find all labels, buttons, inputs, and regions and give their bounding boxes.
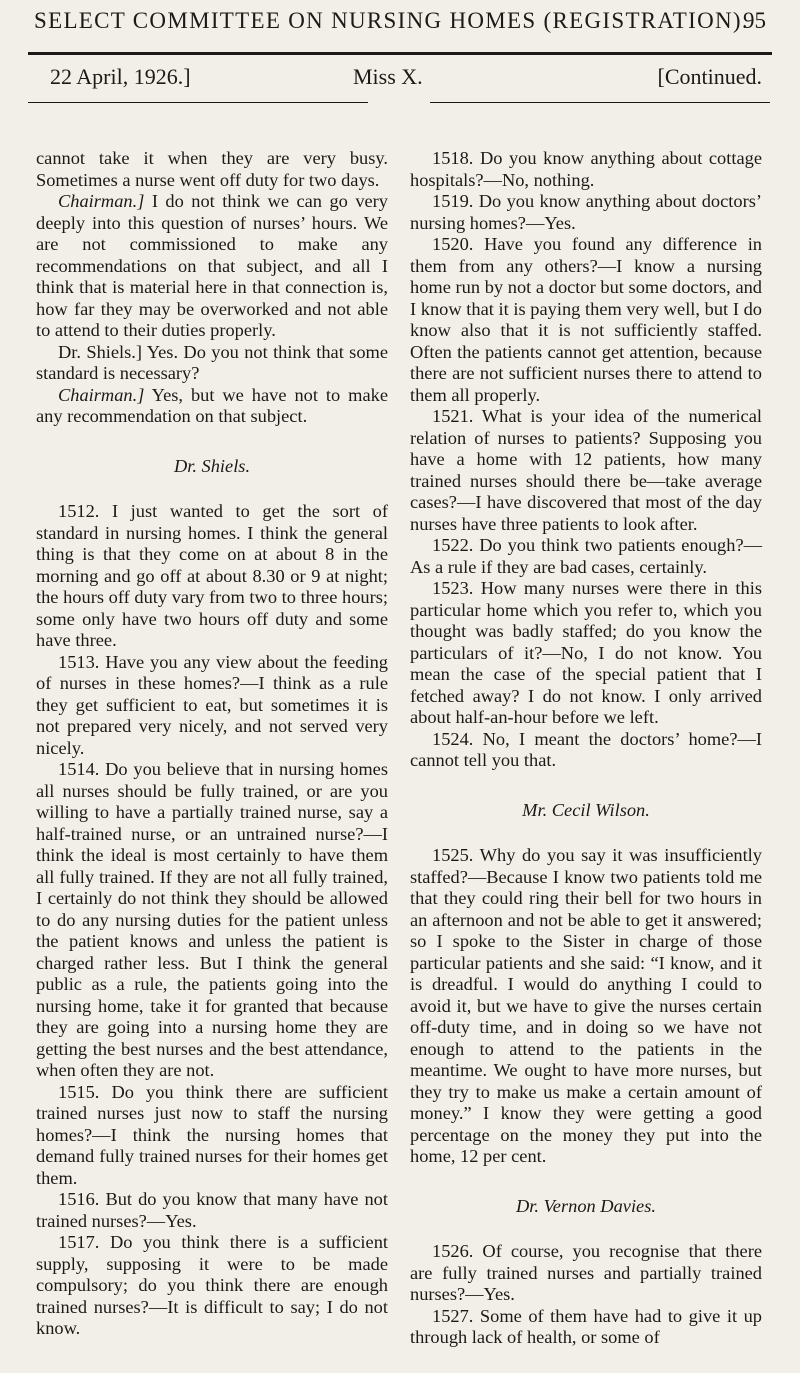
paragraph-shiels (36, 342, 388, 385)
subheader-rule-left (28, 102, 368, 103)
question-1518: 1518. Do you know anything about cottage hospitals?—No, nothing. (410, 148, 762, 190)
page-number: 95 (743, 8, 766, 33)
question-1513: 1513. Have you any view about the feeding of nurses in these homes?—I think as a rule they get sufficient to eat, but sometimes it is not prepared very nicely, and not served very nicely. (36, 651, 388, 758)
paragraph-continued: cannot take it when they are very busy. Sometimes a nurse went off duty for two days. (36, 148, 388, 190)
question-1527: 1527. Some of them have had to give it up through lack of health, or some of (410, 1305, 762, 1347)
paragraph-chairman (36, 191, 388, 342)
paragraph-text: Yes. Do you not think that some standard is necessary? (36, 341, 388, 383)
paragraph-chairman (36, 385, 388, 428)
question-1512: 1512. I just wanted to get the sort of standard in nursing homes. I think the general thing is that they come on at about 8 in the morning and go off at about 8.30 or 9 at night; the hours off duty vary from two to three hours; some only have two hours off duty and some have three. (36, 501, 388, 650)
paragraph-text: Yes, but we have not to make any recommendation on that subject. (36, 384, 388, 426)
question-1523: 1523. How many nurses were there in this particular home which you refer to, which you thought was badly staffed; do you know the particulars of it?—No, I do not know. You mean the case of the special patient that I fetched away? I do not know. I only arrived about half-an-hour before we left. (410, 578, 762, 727)
witness-name: Miss X. (353, 64, 423, 89)
speaker-label: Dr. Shiels.] (58, 341, 143, 362)
question-1524: 1524. No, I meant the doctors’ home?—I cannot tell you that. (410, 728, 762, 770)
question-1514: 1514. Do you believe that in nursing homes all nurses should be fully trained, or are you willing to have a partially trained nurse, say a half-trained nurse, or an untrained nurse?—I think the ideal is most certainly to have them all fully trained. If they are not all fully trained, I certainly do not think they should be allowed to do any nursing duties for the patient unless the patient knows and unless the patient is charged rather less. But I think the general public as a rule, the patients going into the nursing home, take it for granted that because they are going into a nursing home they are getting the best nurses and the best attendance, when often they are not. (36, 759, 388, 1080)
continued-label: [Continued. (657, 64, 762, 89)
paragraph-text: I do not think we can go very deeply into this question of nurses’ hours. We are not commissioned to make any recommendations on that subject, and all I think that is material here in that connection is, how far they may be overworked and not able to attend to their duties properly. (36, 191, 388, 340)
subheader-rule-right (430, 102, 770, 103)
committee-title: SELECT COMMITTEE ON NURSING HOMES (REGISTRATION). (34, 8, 749, 33)
speaker-heading: Mr. Cecil Wilson. (522, 799, 650, 820)
header-rule (28, 52, 772, 55)
running-header (28, 4, 772, 48)
speaker-heading: Dr. Vernon Davies. (516, 1195, 656, 1216)
question-1526: 1526. Of course, you recognise that there are fully trained nurses and partially trained nurses?—Yes. (410, 1241, 762, 1304)
question-1520: 1520. Have you found any difference in them from any others?—I know a nursing home run by not a doctor but some doctors, and I know that it is paying them very well, but I do know also that it is not sufficiently staffed. Often the patients cannot get attention, because there are not sufficient nurses there to attend to them all properly. (410, 234, 762, 405)
question-1522: 1522. Do you think two patients enough?—As a rule if they are bad cases, certainly. (410, 535, 762, 577)
speaker-heading: Dr. Shiels. (173, 455, 251, 476)
question-1517: 1517. Do you think there is a sufficient supply, supposing it were to be made compulsory; do you think there are enough trained nurses?—It is difficult to say; I do not know. (36, 1232, 388, 1338)
question-1521: 1521. What is your idea of the numerical relation of nurses to patients? Supposing you have a home with 12 patients, how many trained nurses should there be—take average cases?—I have discovered that most of the day nurses have three patients to look after. (410, 406, 762, 534)
speaker-label: Chairman.] (58, 191, 145, 211)
question-1519: 1519. Do you know anything about doctors’ nursing homes?—Yes. (410, 191, 762, 233)
left-column (36, 148, 388, 1340)
speaker-label: Chairman.] (58, 384, 145, 405)
right-column (410, 148, 762, 1349)
question-1516: 1516. But do you know that many have not trained nurses?—Yes. (36, 1189, 388, 1231)
hearing-date: 22 April, 1926.] (50, 64, 191, 89)
question-1525: 1525. Why do you say it was insufficiently staffed?—Because I know two patients told me that they could ring their bell for two hours in an afternoon and not be able to get it answered; so I spoke to the Sister in charge of those particular patients and she said: “I know, and it is dreadful. I would do anything I could to avoid it, but we have to give the nurses certain off-duty time, and in doing so we have not enough to attend to the patients in the meantime. We ought to have more nurses, but they try to make us make a certain amount of money.” I know they were getting a good percentage on the money they put into the home, 12 per cent. (410, 845, 762, 1166)
sub-header (28, 62, 772, 96)
question-1515: 1515. Do you think there are sufficient trained nurses just now to staff the nursing homes?—I think the nursing homes that demand fully trained nurses for their homes get them. (36, 1081, 388, 1188)
